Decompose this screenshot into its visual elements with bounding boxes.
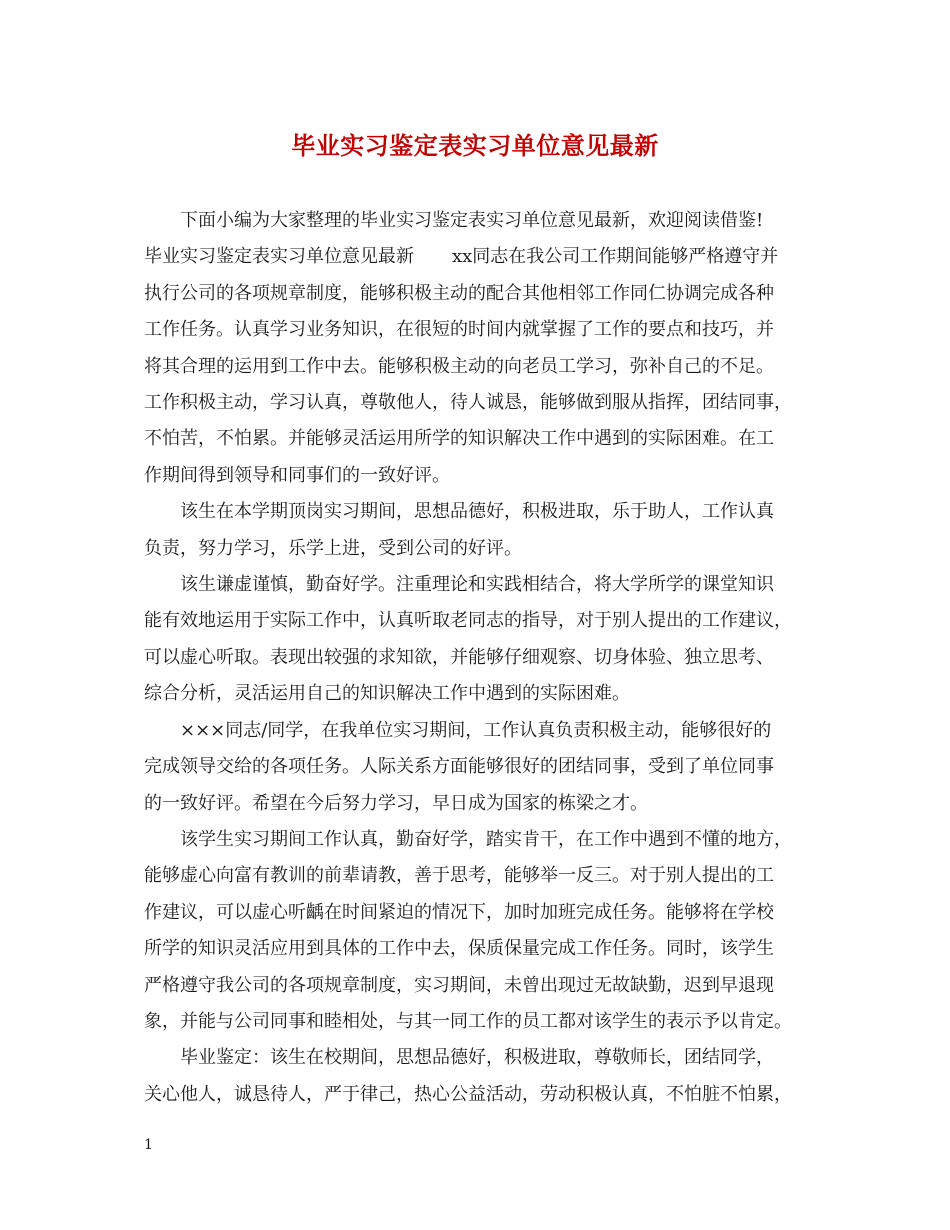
paragraph-line: 工作积极主动，学习认真，尊敬他人，待人诚恳，能够做到服从指挥，团结同事， (144, 392, 792, 414)
paragraph-line: 工作任务。认真学习业务知识，在很短的时间内就掌握了工作的要点和技巧，并 (144, 319, 774, 341)
paragraph-line: 关心他人，诚恳待人，严于律己，热心公益活动，劳动积极认真，不怕脏不怕累， (144, 1083, 792, 1105)
paragraph-line: 下面小编为大家整理的毕业实习鉴定表实习单位意见最新，欢迎阅读借鉴! (180, 210, 764, 231)
paragraph-line: ×××同志/同学，在我单位实习期间，工作认真负责积极主动，能够很好的 (180, 719, 772, 741)
paragraph-line: 能够虚心向富有教训的前辈请教，善于思考，能够举一反三。对于别人提出的工 (144, 865, 774, 887)
paragraph-line: 的一致好评。希望在今后努力学习，早日成为国家的栋梁之才。 (144, 792, 648, 814)
paragraph-line: 负责，努力学习，乐学上进，受到公司的好评。 (144, 537, 522, 559)
paragraph-line: 该学生实习期间工作认真，勤奋好学，踏实肯干，在工作中遇到不懂的地方， (180, 828, 792, 850)
paragraph-line: 将其合理的运用到工作中去。能够积极主动的向老员工学习，弥补自己的不足。 (144, 355, 774, 377)
paragraph-line: 该生在本学期顶岗实习期间，思想品德好，积极进取，乐于助人，工作认真 (180, 501, 774, 523)
document-title: 毕业实习鉴定表实习单位意见最新 (291, 131, 659, 160)
paragraph-line: 综合分析，灵活运用自己的知识解决工作中遇到的实际困难。 (144, 683, 630, 705)
paragraph-line: 作建议，可以虚心听齲在时间紧迫的情况下，加时加班完成任务。能够将在学校 (144, 901, 774, 923)
paragraph-line: 该生谦虚谨慎，勤奋好学。注重理论和实践相结合，将大学所学的课堂知识 (180, 574, 774, 596)
inline-heading: 毕业实习鉴定表实习单位意见最新 (144, 246, 414, 268)
paragraph-line: 不怕苦，不怕累。并能够灵活运用所学的知识解决工作中遇到的实际困难。在工 (144, 428, 774, 450)
paragraph-line: 完成领导交给的各项任务。人际关系方面能够很好的团结同事，受到了单位同事 (144, 756, 774, 778)
paragraph-line (144, 239, 826, 275)
paragraph-line: 象，并能与公司同事和睦相处，与其一同工作的员工都对该学生的表示予以肯定。 (144, 1010, 792, 1032)
paragraph-line: 作期间得到领导和同事们的一致好评。 (144, 464, 450, 486)
paragraph-line: 严格遵守我公司的各项规章制度，实习期间，未曾出现过无故缺勤，迟到早退现 (144, 974, 774, 996)
paragraph-line: 可以虚心听取。表现出较强的求知欲，并能够仔细观察、切身体验、独立思考、 (144, 646, 774, 668)
inline-text: xx同志在我公司工作期间能够严格遵守并 (452, 246, 779, 268)
paragraph-line: 所学的知识灵活应用到具体的工作中去，保质保量完成工作任务。同时，该学生 (144, 938, 774, 960)
paragraph-line: 能有效地运用于实际工作中，认真听取老同志的指导，对于别人提出的工作建议， (144, 610, 792, 632)
paragraph-line: 执行公司的各项规章制度，能够积极主动的配合其他相邻工作同仁协调完成各种 (144, 282, 774, 304)
document-body (144, 203, 826, 1113)
page-number: 1 (144, 1137, 153, 1153)
paragraph-line: 毕业鉴定：该生在校期间，思想品德好，积极进取，尊敬师长，团结同学， (180, 1047, 774, 1069)
